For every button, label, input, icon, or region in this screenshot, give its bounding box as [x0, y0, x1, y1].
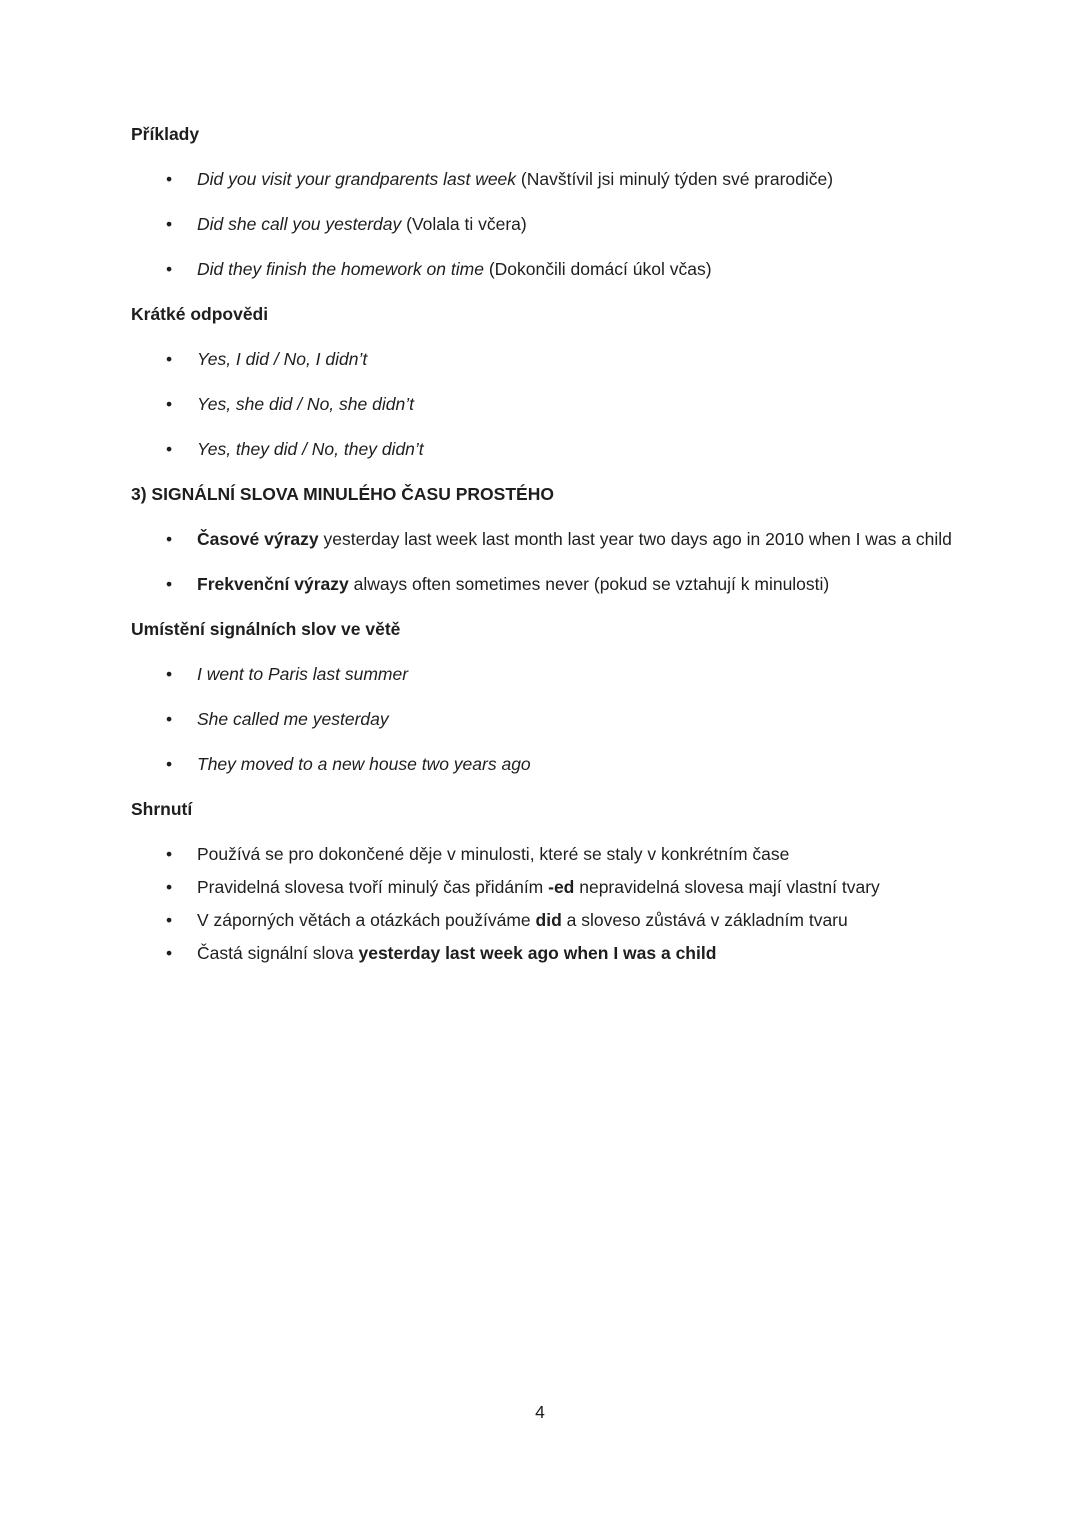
bullet-list: [131, 343, 961, 466]
bullet-list: [131, 658, 961, 781]
list-item: [131, 343, 961, 376]
text-run: They moved to a new house two years ago: [197, 754, 531, 774]
text-run: Yes, they did / No, they didn’t: [197, 439, 424, 459]
text-run: (Navštívil jsi minulý týden své prarodiče): [520, 169, 834, 189]
list-item: [131, 208, 961, 241]
list-item-text: [197, 703, 961, 736]
bullet-icon: •: [166, 943, 173, 963]
text-run: Did you visit your grandparents last week: [197, 169, 521, 189]
text-run: -ed: [548, 877, 575, 897]
list-item-text: [197, 163, 961, 196]
list-item-text: [197, 838, 961, 871]
text-run: Frekvenční výrazy: [197, 574, 354, 594]
text-run: Časové výrazy: [197, 529, 324, 549]
bullet-list: [131, 163, 961, 286]
list-item: [131, 871, 961, 904]
list-item-text: [197, 388, 961, 421]
text-run: Častá signální slova: [197, 943, 359, 963]
list-item: [131, 253, 961, 286]
list-item: [131, 748, 961, 781]
bullet-icon: •: [166, 754, 173, 774]
list-item-text: [197, 904, 961, 937]
bullet-icon: •: [166, 349, 173, 369]
list-item: [131, 163, 961, 196]
list-item-text: [197, 871, 961, 904]
section-heading: [131, 118, 961, 151]
list-item: [131, 658, 961, 691]
text-run: Pravidelná slovesa tvoří minulý čas přidáním: [197, 877, 549, 897]
text-run: Krátké odpovědi: [131, 304, 269, 324]
bullet-list: [131, 838, 961, 970]
list-item-text: [197, 208, 961, 241]
bullet-icon: •: [166, 877, 173, 897]
bullet-icon: •: [166, 214, 173, 234]
bullet-icon: •: [166, 910, 173, 930]
bullet-icon: •: [166, 574, 173, 594]
bullet-icon: •: [166, 259, 173, 279]
text-run: Shrnutí: [131, 799, 193, 819]
section-heading: [131, 478, 961, 511]
text-run: 3) SIGNÁLNÍ SLOVA MINULÉHO ČASU PROSTÉHO: [131, 484, 554, 504]
list-item-text: [197, 433, 961, 466]
bullet-icon: •: [166, 169, 173, 189]
list-item: [131, 568, 961, 601]
list-item-text: [197, 658, 961, 691]
text-run: V záporných větách a otázkách používáme: [197, 910, 536, 930]
bullet-icon: •: [166, 844, 173, 864]
text-run: yesterday last week last month last year two days ago in 2010 when I was a child: [323, 529, 952, 549]
list-item-text: [197, 523, 961, 556]
bullet-icon: •: [166, 529, 173, 549]
text-run: did: [535, 910, 562, 930]
text-run: Umístění signálních slov ve větě: [131, 619, 401, 639]
text-run: a sloveso zůstává v základním tvaru: [561, 910, 848, 930]
list-item: [131, 838, 961, 871]
text-run: Příklady: [131, 124, 200, 144]
text-run: (Dokončili domácí úkol včas): [488, 259, 712, 279]
section-heading: [131, 298, 961, 331]
text-run: Yes, I did / No, I didn’t: [197, 349, 368, 369]
text-run: nepravidelná slovesa mají vlastní tvary: [574, 877, 880, 897]
list-item: [131, 703, 961, 736]
list-item-text: [197, 937, 961, 970]
list-item: [131, 523, 961, 556]
bullet-icon: •: [166, 439, 173, 459]
bullet-icon: •: [166, 394, 173, 414]
list-item: [131, 904, 961, 937]
list-item-text: [197, 253, 961, 286]
list-item-text: [197, 343, 961, 376]
text-run: (Volala ti včera): [406, 214, 527, 234]
section-heading: [131, 793, 961, 826]
document-content: [131, 118, 961, 970]
page-number: 4: [535, 1402, 545, 1422]
list-item: [131, 937, 961, 970]
text-run: Yes, she did / No, she didn’t: [197, 394, 414, 414]
bullet-list: [131, 523, 961, 601]
text-run: She called me yesterday: [197, 709, 389, 729]
text-run: Did they finish the homework on time: [197, 259, 489, 279]
list-item: [131, 433, 961, 466]
list-item-text: [197, 568, 961, 601]
text-run: I went to Paris last summer: [197, 664, 409, 684]
list-item-text: [197, 748, 961, 781]
text-run: yesterday last week ago when I was a child: [358, 943, 717, 963]
text-run: always often sometimes never (pokud se vztahují k minulosti): [353, 574, 830, 594]
section-heading: [131, 613, 961, 646]
text-run: Did she call you yesterday: [197, 214, 407, 234]
text-run: Používá se pro dokončené děje v minulosti, které se staly v konkrétním čase: [197, 844, 790, 864]
list-item: [131, 388, 961, 421]
bullet-icon: •: [166, 664, 173, 684]
bullet-icon: •: [166, 709, 173, 729]
